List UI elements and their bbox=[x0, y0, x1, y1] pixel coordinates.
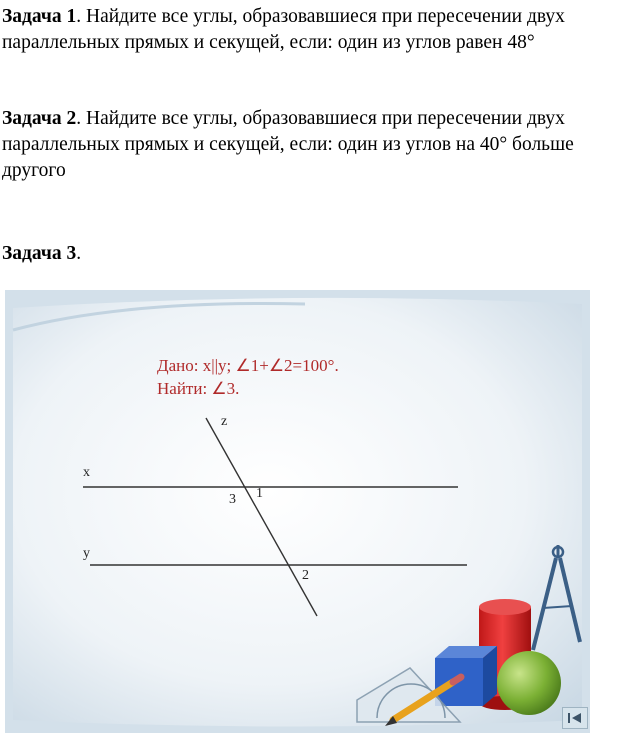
label-angle-3: 3 bbox=[229, 492, 236, 507]
label-angle-1: 1 bbox=[256, 486, 263, 501]
task-1 bbox=[2, 4, 628, 56]
find-line: Найти: ∠3. bbox=[157, 379, 240, 398]
task-3-text: . bbox=[76, 243, 82, 264]
task-1-label: Задача 1 bbox=[2, 6, 77, 27]
task-3 bbox=[2, 241, 628, 267]
given-block bbox=[157, 354, 339, 400]
task-2 bbox=[2, 106, 628, 184]
given-line: Дано: x||y; ∠1+∠2=100°. bbox=[157, 356, 339, 375]
task-3-label: Задача 3 bbox=[2, 243, 77, 264]
cube-icon bbox=[435, 646, 497, 706]
label-angle-2: 2 bbox=[302, 568, 309, 583]
slide-nav-button[interactable] bbox=[562, 707, 588, 729]
label-z: z bbox=[221, 414, 228, 429]
task-1-text: . Найдите все углы, образовавшиеся при пересечении двух параллельных прямых и секущей, если: один из углов равен 48° bbox=[2, 6, 565, 53]
task-2-label: Задача 2 bbox=[2, 108, 77, 129]
label-x: x bbox=[83, 465, 90, 480]
slide-image bbox=[5, 290, 590, 733]
task-2-text: . Найдите все углы, образовавшиеся при пересечении двух параллельных прямых и секущей, если: один из углов на 40° больше другого bbox=[2, 108, 574, 181]
label-y: y bbox=[83, 546, 90, 561]
skip-back-icon bbox=[563, 708, 587, 728]
sphere-icon bbox=[497, 651, 561, 715]
